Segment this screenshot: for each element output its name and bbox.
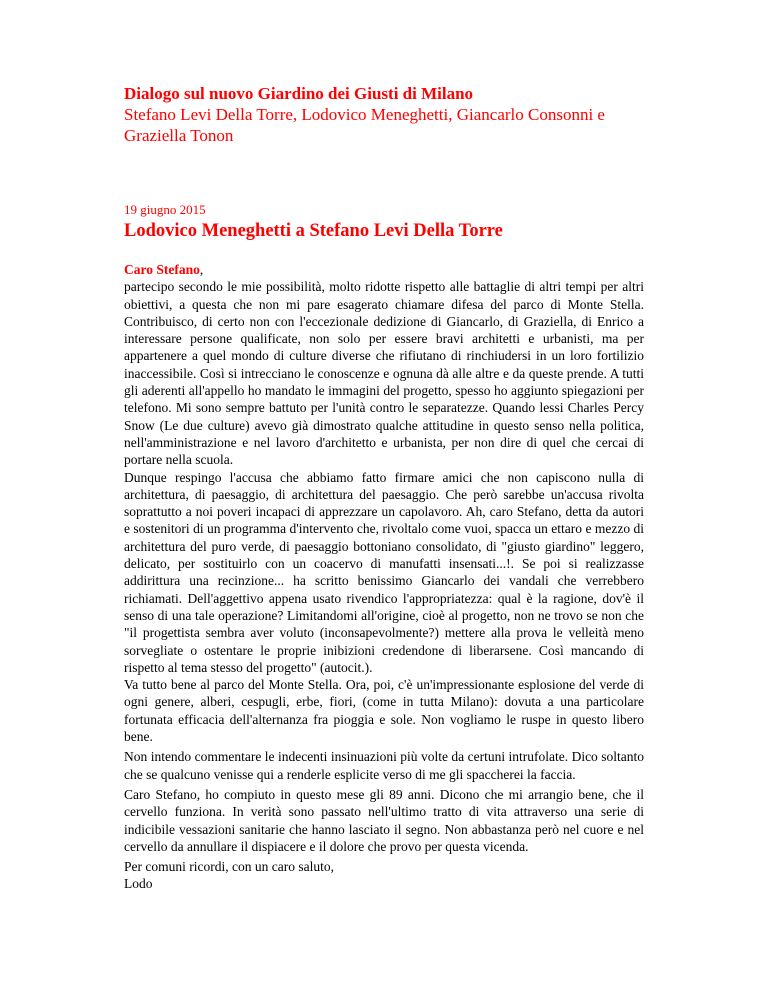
letter-body [124,261,644,893]
letter-paragraph: Non intendo commentare le indecenti insinuazioni più volte da certuni intrufolate. Dico soltanto che se qualcuno venisse qui a renderle esplicite verso di me gli spaccherei la faccia. [124,749,644,782]
salutation-punctuation: , [199,262,204,277]
letter-closing: Per comuni ricordi, con un caro saluto, [124,859,334,875]
entry-date: 19 giugno 2015 [124,202,206,217]
salutation-name: Caro Stefano [124,262,200,277]
letter-signature: Lodo [124,876,153,892]
letter-paragraph: Dunque respingo l'accusa che abbiamo fatto firmare amici che non capiscono nulla di architettura, di paesaggio, di architettura del paesaggio. Che però sarebbe un'accusa rivolta soprattutto a noi poveri incapaci di apprezzare un capolavoro. Ah, caro Stefano, detta da autori e sostenitori di un programma d'intervento che, rivoltalo come vuoi, spacca un ettaro e mezzo di architettura del puro verde, di paesaggio bottoniano consolidato, di "giusto giardino" leggero, delicato, per sostituirlo con un coacervo di manufatti insensati...!. Se poi si realizzasse addirittura una recinzione... ha scritto benissimo Giancarlo dei vandali che verrebbero richiamati. Dell'aggettivo appena usato rivendico l'appropriatezza: qual è la ragione, dov'è il senso di una tale operazione? Limitandomi all'origine, cioè al progetto, non ne trovo se non che "il progettista sembra aver voluto (inconsapevolmente?) mettere alla prova le velleità meno sorvegliate o ostentare le proprie inibizioni credendone di liberarsene. Così mancando di rispetto al tema stesso del progetto" (autocit.). [124,469,644,675]
letter-paragraph: partecipo secondo le mie possibilità, molto ridotte rispetto alle battaglie di altri tempi per altri obiettivi, a questa che non mi pare esagerato chiamare difesa del parco di Monte Stella. Contribuisco, di certo non con l'eccezionale dedizione di Giancarlo, di Graziella, di Enrico a interessare persone qualificate, non solo per essere bravi architetti e urbanisti, ma per appartenere a quel mondo di culture diverse che rifiutano di rinchiudersi in un loro fortilizio inaccessibile. Così si intrecciano le conoscenze e ognuna dà alle altre e da queste prende. A tutti gli aderenti all'appello ho mandato le immagini del progetto, spesso ho aggiunto spiegazioni per telefono. Mi sono sempre battuto per l'unità contro le separatezze. Quando lessi Charles Percy Snow (Le due culture) avevo già dimostrato qualche attitudine in questo senso nella politica, nell'amministrazione e nel lavoro d'architetto e urbanista, per non dire di quel che cercai di portare nella scuola. [124,279,644,468]
letter-paragraph: Caro Stefano, ho compiuto in questo mese gli 89 anni. Dicono che mi arrangio bene, che il cervello funziona. In verità sono passato nell'ultimo tratto di vita attraverso una serie di indicibile vessazioni sanitarie che hanno lasciato il segno. Non abbastanza però nel cuore e nel cervello da annullare il dispiacere e il dolore che provo per questa vicenda. [124,786,644,854]
document-page [124,84,644,893]
letter-salutation [124,261,644,278]
document-authors: Stefano Levi Della Torre, Lodovico Meneghetti, Giancarlo Consonni e Graziella Tonon [124,105,605,145]
letter-paragraph: Va tutto bene al parco del Monte Stella. Ora, poi, c'è un'impressionante esplosione del verde di ogni genere, alberi, cespugli, erbe, fiori, (come in tutta Milano): dovuta a una particolare fortunata efficacia dell'alternanza fra pioggia e sole. Non vogliamo le ruspe in questo libero bene. [124,677,644,745]
entry-heading: Lodovico Meneghetti a Stefano Levi Della Torre [124,221,503,241]
document-title: Dialogo sul nuovo Giardino dei Giusti di Milano [124,84,474,103]
